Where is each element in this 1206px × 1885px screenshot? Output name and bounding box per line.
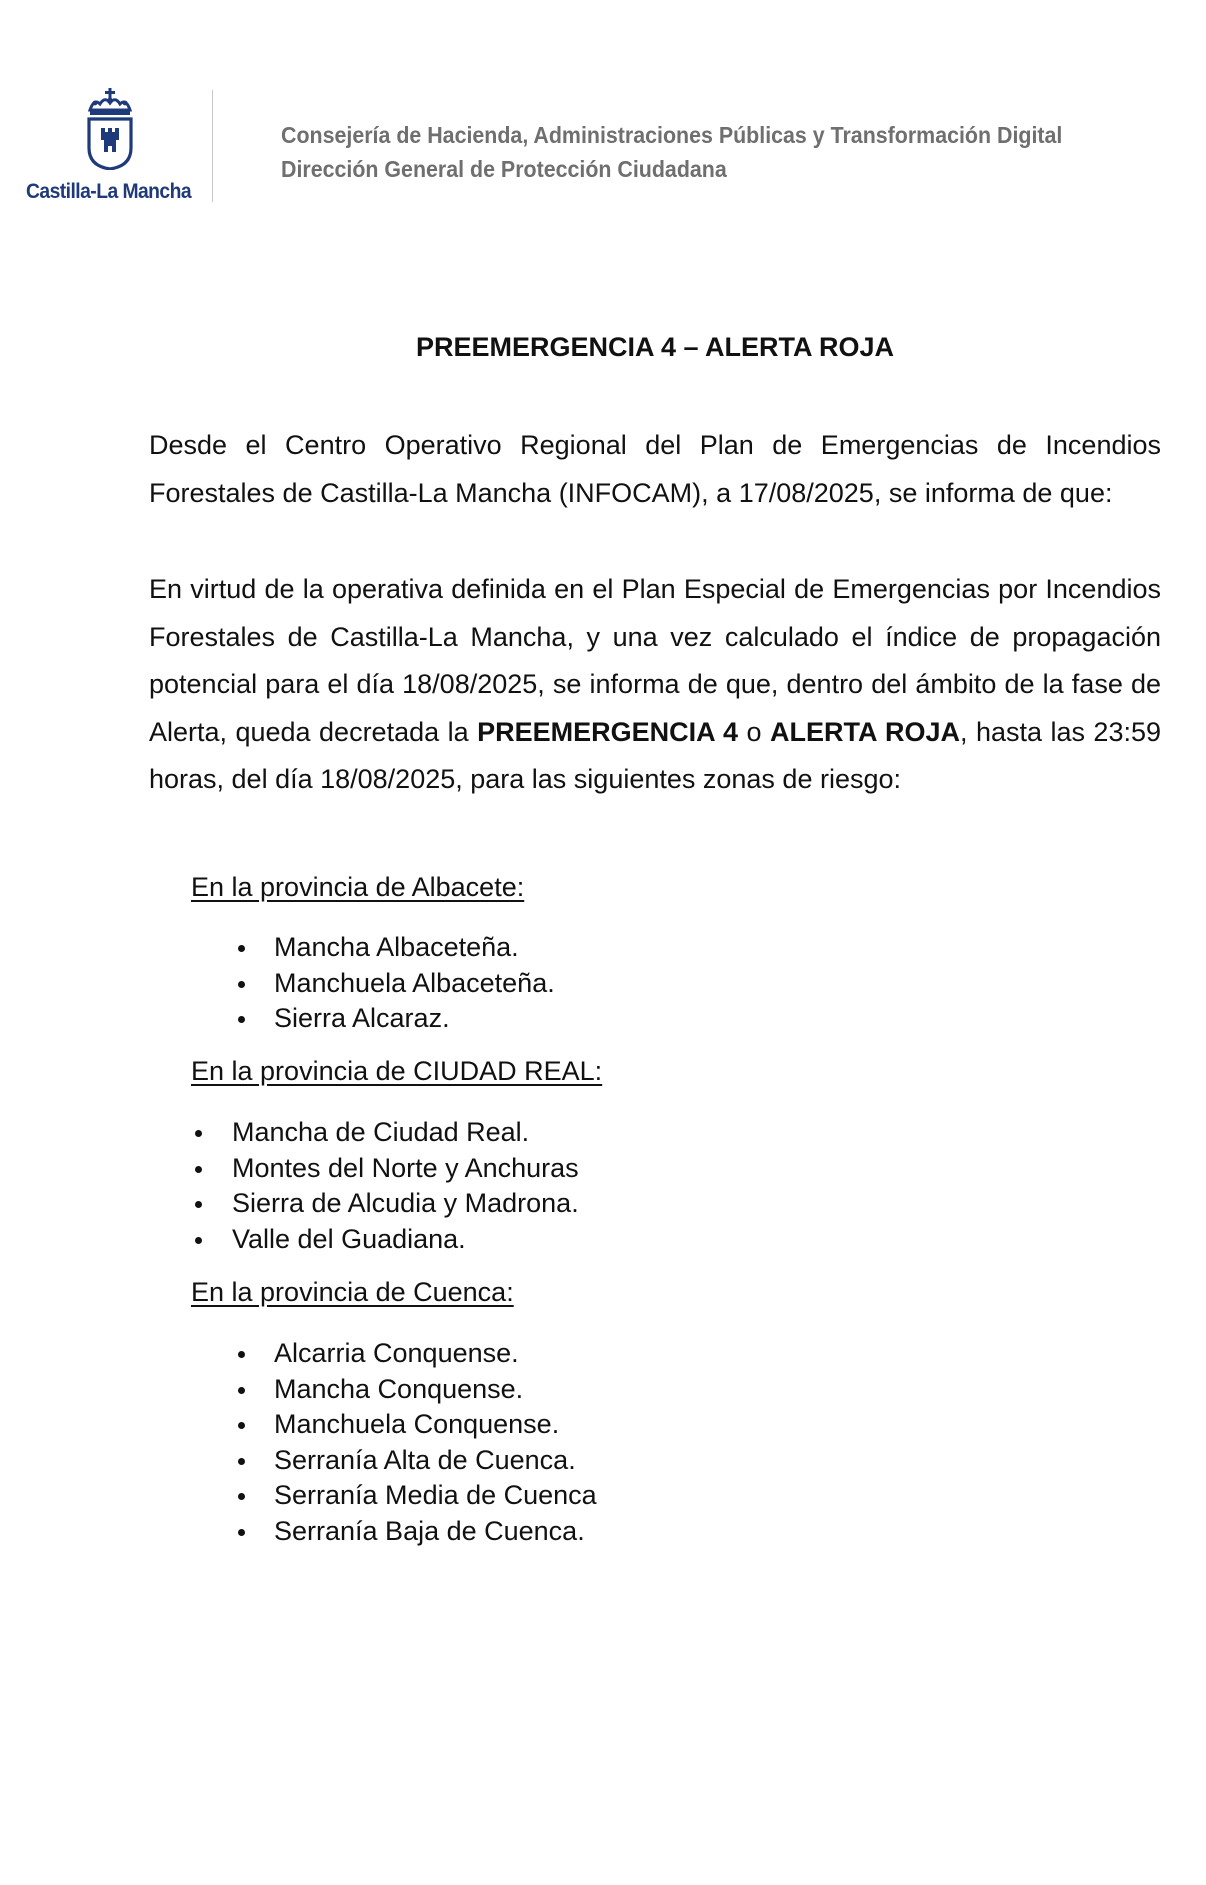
list-item (274, 1478, 597, 1514)
list-item (274, 1407, 597, 1443)
zone-label: Montes del Norte y Anchuras (232, 1152, 579, 1183)
bullet-icon (238, 945, 245, 952)
castilla-la-mancha-logo (26, 88, 204, 206)
crest-icon (86, 88, 134, 170)
zone-label: Sierra Alcaraz. (274, 1003, 450, 1034)
province-heading-ciudad-real: En la provincia de CIUDAD REAL: (191, 1056, 603, 1086)
list-item (274, 1443, 597, 1479)
zone-label: Serranía Alta de Cuenca. (274, 1444, 576, 1475)
header-agency (281, 118, 1062, 186)
header-line-directorate: Dirección General de Protección Ciudadana (281, 156, 727, 182)
list-item (274, 966, 555, 1002)
document-title: PREEMERGENCIA 4 – ALERTA ROJA (415, 332, 895, 362)
zone-label: Mancha de Ciudad Real. (232, 1117, 530, 1147)
list-item (274, 930, 555, 966)
zone-list-ciudad-real (232, 1115, 579, 1257)
body-text-3: , hasta las 23:59 horas, del día 18/08/2025, para las siguientes zonas de riesgo: (149, 716, 1161, 794)
list-item (232, 1115, 579, 1151)
body-text-1: En virtud de la operativa definida en el Plan Especial de Emergencias por Incendios Forestales de Castilla-La Mancha, y una vez calculado el índice de propagación potencial para el día 18/08/2025, se informa de que, dentro del ámbito de la fase de Alerta, queda decretada la (149, 574, 1161, 747)
body-text-2: o (738, 716, 771, 747)
bullet-icon (238, 1458, 245, 1465)
bullet-icon (238, 1387, 245, 1394)
bullet-icon (238, 1493, 245, 1500)
zone-label: Serranía Baja de Cuenca. (274, 1515, 585, 1546)
body-bold-alerta: ALERTA ROJA (770, 716, 960, 747)
header-divider (212, 90, 213, 202)
zone-label: Mancha Conquense. (274, 1373, 524, 1404)
list-item (232, 1186, 579, 1222)
list-item (274, 1336, 597, 1372)
intro-paragraph: Desde el Centro Operativo Regional del Plan de Emergencias de Incendios Forestales de Castilla-La Mancha (INFOCAM), a 17/08/2025, se informa de que: (149, 430, 1161, 508)
zone-label: Manchuela Albaceteña. (274, 967, 555, 998)
province-heading-albacete: En la provincia de Albacete: (191, 872, 525, 902)
bullet-icon (195, 1130, 202, 1137)
bullet-icon (238, 1016, 245, 1023)
zone-label: Valle del Guadiana. (232, 1223, 466, 1254)
bullet-icon (238, 981, 245, 988)
zone-list-albacete (274, 930, 555, 1037)
body-bold-preemergencia: PREEMERGENCIA 4 (477, 716, 739, 747)
zone-label: Serranía Media de Cuenca (274, 1480, 597, 1511)
body-paragraph (149, 566, 1161, 804)
list-item (274, 1001, 555, 1037)
bullet-icon (238, 1529, 245, 1536)
zone-label: Alcarria Conquense. (274, 1338, 519, 1368)
bullet-icon (238, 1351, 245, 1358)
list-item (274, 1372, 597, 1408)
zone-label: Mancha Albaceteña. (274, 932, 519, 962)
header-line-ministry: Consejería de Hacienda, Administraciones Públicas y Transformación Digital (281, 122, 1063, 148)
list-item (274, 1514, 597, 1550)
bullet-icon (195, 1237, 202, 1244)
logo-text: Castilla-La Mancha (26, 180, 192, 203)
bullet-icon (238, 1422, 245, 1429)
zone-list-cuenca (274, 1336, 597, 1550)
province-heading-cuenca: En la provincia de Cuenca: (191, 1277, 514, 1307)
zone-label: Manchuela Conquense. (274, 1409, 560, 1440)
bullet-icon (195, 1166, 202, 1173)
list-item (232, 1151, 579, 1187)
zone-label: Sierra de Alcudia y Madrona. (232, 1188, 579, 1219)
bullet-icon (195, 1201, 202, 1208)
list-item (232, 1222, 579, 1258)
